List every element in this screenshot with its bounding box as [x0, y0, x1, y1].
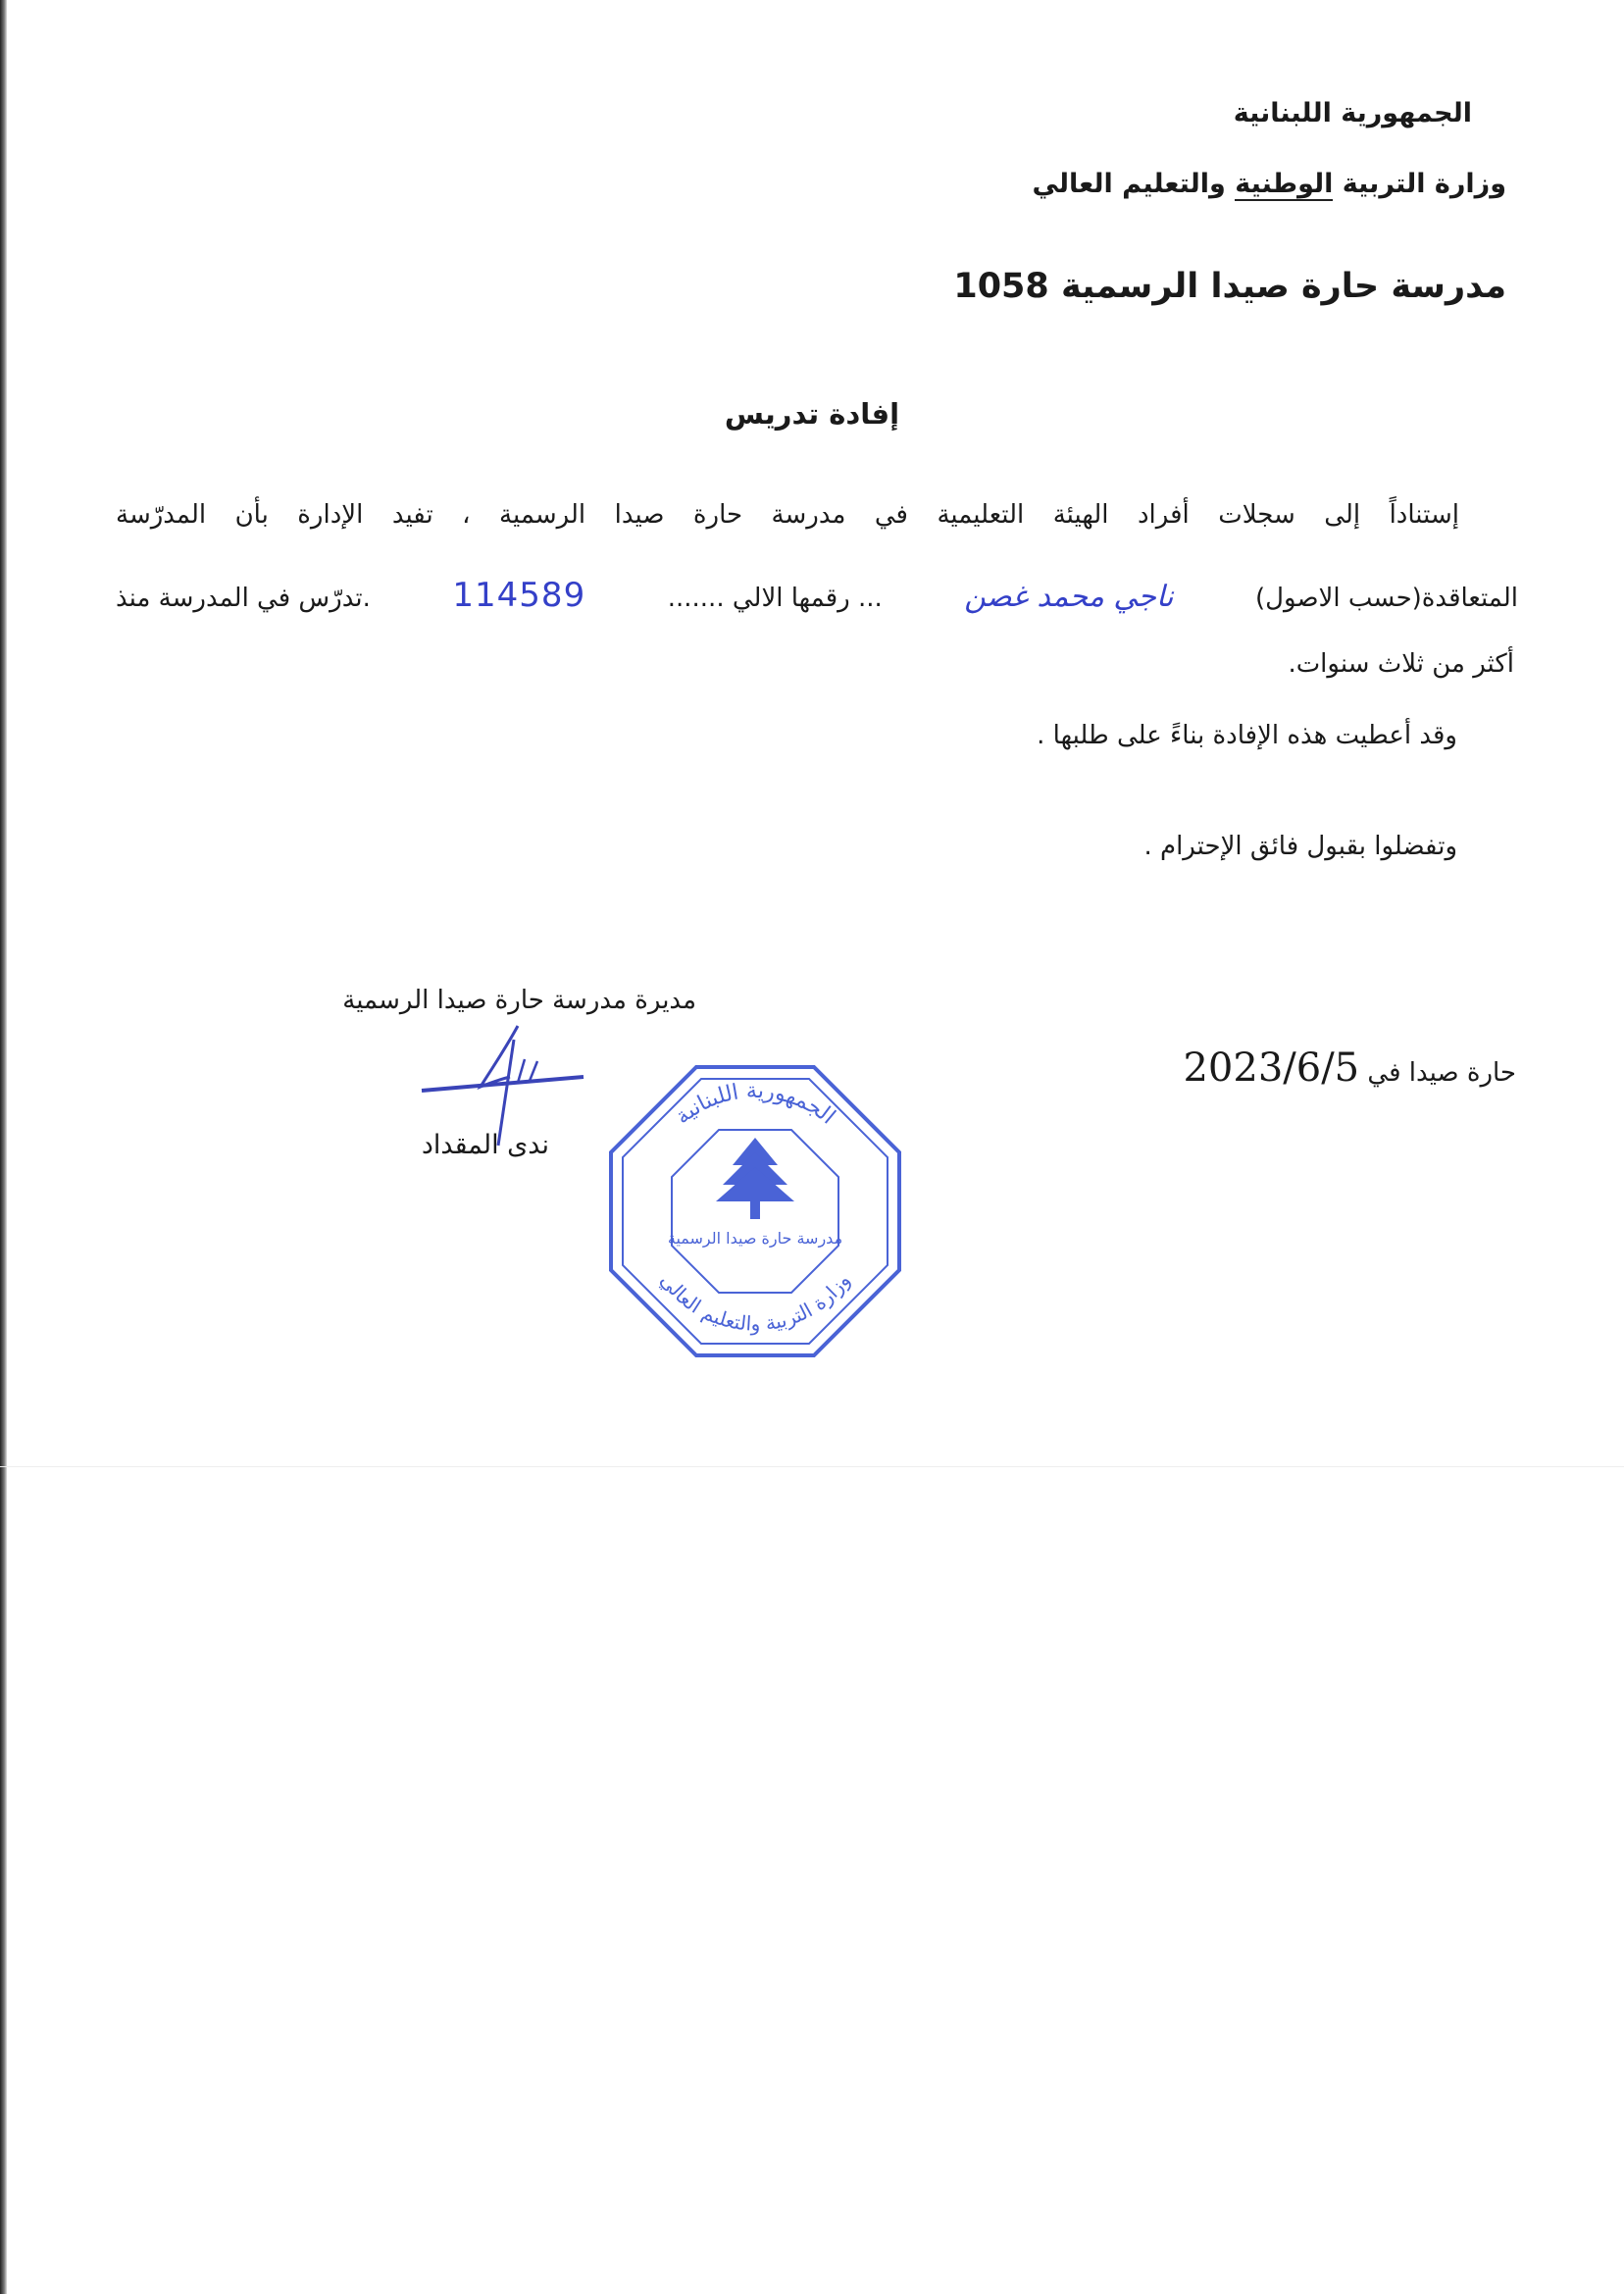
fold-line: [0, 1466, 1624, 1467]
body-text: المتعاقدة(حسب الاصول): [1255, 584, 1518, 613]
body-line-3: أكثر من ثلاث سنوات.: [1288, 649, 1514, 679]
body-text: .تدرّس في المدرسة منذ: [116, 584, 371, 613]
handwritten-teacher-name: ناجي محمد غصن: [964, 580, 1174, 614]
ministry-text-underlined: الوطنية: [1235, 169, 1334, 199]
school-heading: مدرسة حارة صيدا الرسمية 1058: [953, 267, 1506, 306]
date-value: 2023/6/5: [1183, 1045, 1360, 1091]
signatory-title: مديرة مدرسة حارة صيدا الرسمية: [342, 986, 696, 1015]
date-prefix: حارة صيدا في: [1359, 1058, 1516, 1088]
stamp-text-inner: مدرسة حارة صيدا الرسمية: [667, 1229, 843, 1248]
ministry-text: والتعليم العالي: [1032, 169, 1236, 199]
document-title: إفادة تدريس: [724, 397, 900, 431]
body-line-2: [116, 576, 1518, 615]
stamp-text-bottom: وزارة التربية والتعليم العالي: [655, 1268, 855, 1336]
body-text: ... رقمها الالي .......: [667, 584, 883, 613]
signatory-name: ندى المقداد: [421, 1130, 549, 1160]
body-line-4: وقد أعطيت هذه الإفادة بناءً على طلبها .: [1037, 721, 1457, 750]
scan-edge: [0, 0, 7, 2294]
stamp-text-top: الجمهورية اللبنانية: [671, 1078, 840, 1130]
handwritten-teacher-number: 114589: [452, 576, 586, 615]
date-line: [1183, 1045, 1516, 1091]
ministry-text: وزارة التربية: [1333, 169, 1506, 199]
cedar-icon: [716, 1138, 794, 1219]
ministry-heading: [1033, 169, 1506, 199]
closing-line: وتفضلوا بقبول فائق الإحترام .: [1143, 832, 1457, 861]
official-stamp: [603, 1059, 907, 1363]
body-line-1: إستناداً إلى سجلات أفراد الهيئة التعليمية في مدرسة حارة صيدا الرسمية ، تفيد الإدارة بأن المدرّسة: [116, 500, 1459, 530]
country-heading: الجمهورية اللبنانية: [1233, 98, 1472, 128]
signature: [412, 1020, 598, 1147]
